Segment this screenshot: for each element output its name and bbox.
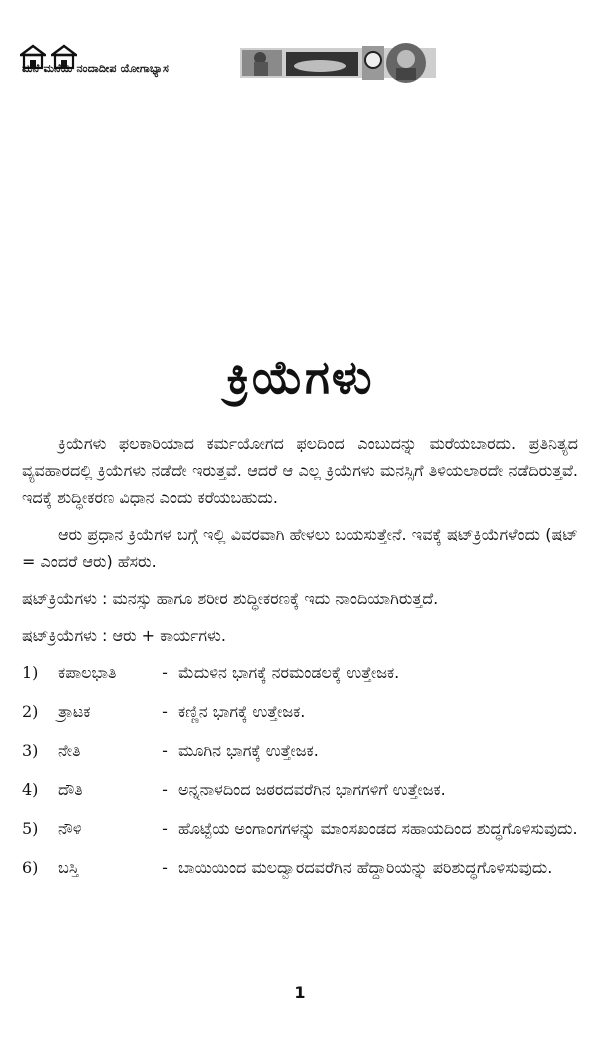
item-dash: -: [162, 702, 168, 721]
item-number: 6): [22, 858, 39, 877]
kriya-list: [22, 659, 578, 881]
item-number: 5): [22, 819, 39, 838]
text-line: ಷಟ್‌ಕ್ರಿಯೆಗಳು : ಆರು + ಕಾರ್ಯಗಳು.: [22, 626, 226, 645]
page-title: ಕ್ರಿಯೆಗಳು: [226, 350, 374, 404]
item-dash: -: [162, 819, 168, 838]
page-content: [22, 430, 578, 893]
page-header: [18, 40, 428, 86]
item-description: ಮೆದುಳಿನ ಭಾಗಕ್ಕೆ ನರಮಂಡಲಕ್ಕೆ ಉತ್ತೇಜಕ.: [178, 663, 400, 682]
item-dash: -: [162, 663, 168, 682]
item-dash: -: [162, 741, 168, 760]
item-name: ನೌಳಿ: [58, 819, 82, 838]
item-name: ತ್ರಾಟಕ: [58, 702, 91, 721]
text-line: ಷಟ್‌ಕ್ರಿಯೆಗಳು : ಮನಸ್ಸು ಹಾಗೂ ಶರೀರ ಶುದ್ಧೀಕರಣಕ್ಕೆ ಇದು ನಾಂದಿಯಾಗಿರುತ್ತದೆ.: [22, 589, 439, 608]
list-item: [22, 815, 578, 842]
item-name: ಕಪಾಲಭಾತಿ: [58, 663, 117, 682]
photo-strip: [240, 40, 436, 86]
item-number: 1): [22, 663, 39, 682]
paragraph: ಕ್ರಿಯೆಗಳು ಫಲಕಾರಿಯಾದ ಕರ್ಮಯೋಗದ ಫಲದಿಂದ ಎಂಬುದನ್ನು ಮರೆಯಬಾರದು. ಪ್ರತಿನಿತ್ಯದ ವ್ಯವಹಾರದಲ್ಲಿ ಕ್ರಿಯೆಗಳು ನಡೆದೇ ಇರುತ್ತವೆ. ಆದರೆ ಆ ಎಲ್ಲ ಕ್ರಿಯೆಗಳು ಮನಸ್ಸಿಗೆ ತಿಳಿಯಲಾರದೇ ನಡೆದಿರುತ್ತವೆ. ಇದಕ್ಕೆ ಶುದ್ಧೀಕರಣ ವಿಧಾನ ಎಂದು ಕರೆಯಬಹುದು.: [22, 434, 578, 507]
item-number: 4): [22, 780, 39, 799]
item-number: 2): [22, 702, 39, 721]
item-description: ಕಣ್ಣಿನ ಭಾಗಕ್ಕೆ ಉತ್ತೇಜಕ.: [178, 702, 306, 721]
list-item: [22, 776, 578, 803]
list-item: [22, 659, 578, 686]
item-description: ಅನ್ನನಾಳದಿಂದ ಜಠರದವರೆಗಿನ ಭಾಗಗಳಿಗೆ ಉತ್ತೇಜಕ.: [178, 780, 446, 799]
list-item: [22, 698, 578, 725]
item-description: ಹೊಟ್ಟೆಯ ಅಂಗಾಂಗಗಳನ್ನು ಮಾಂಸಖಂಡದ ಸಹಾಯದಿಂದ ಶುದ್ಧಗೊಳಿಸುವುದು.: [178, 819, 578, 838]
list-item: [22, 854, 578, 881]
paragraph: ಆರು ಪ್ರಧಾನ ಕ್ರಿಯೆಗಳ ಬಗ್ಗೆ ಇಲ್ಲಿ ವಿವರವಾಗಿ ಹೇಳಲು ಬಯಸುತ್ತೇನೆ. ಇವಕ್ಕೆ ಷಟ್‌ಕ್ರಿಯೆಗಳೆಂದು (ಷಟ್ = ಎಂದರೆ ಆರು) ಹೆಸರು.: [22, 525, 578, 571]
item-dash: -: [162, 858, 168, 877]
item-number: 3): [22, 741, 39, 760]
item-name: ನೇತಿ: [58, 741, 81, 760]
item-description: ಬಾಯಿಯಿಂದ ಮಲದ್ವಾರದವರೆಗಿನ ಹೆದ್ದಾರಿಯನ್ನು ಪರಿಶುದ್ಧಗೊಳಿಸುವುದು.: [178, 858, 553, 877]
header-title: ಮನೆ ಮನೆಯ ನಂದಾದೀಪ ಯೋಗಾಭ್ಯಾಸ: [22, 62, 170, 75]
item-dash: -: [162, 780, 168, 799]
item-description: ಮೂಗಿನ ಭಾಗಕ್ಕೆ ಉತ್ತೇಜಕ.: [178, 741, 319, 760]
item-name: ಬಸ್ತಿ: [58, 858, 79, 877]
list-item: [22, 737, 578, 764]
page-number: 1: [294, 983, 306, 1002]
item-name: ದೌತಿ: [58, 780, 83, 799]
